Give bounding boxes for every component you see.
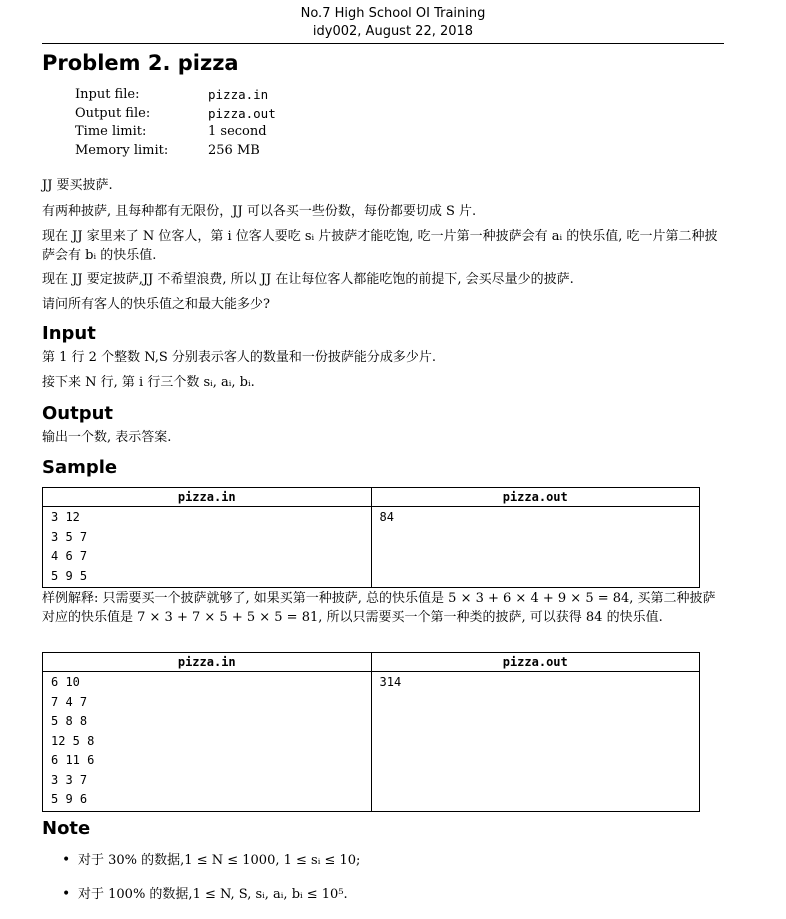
- meta-row-memory-limit: [75, 142, 276, 161]
- sample-input-line: 5 9 6: [51, 792, 88, 806]
- statement-paragraph: 现在 JJ 要定披萨,JJ 不希望浪费, 所以 JJ 在让每位客人都能吃饱的前提下, 会买尽量少的披萨.: [42, 272, 574, 287]
- sample-input-line: 5 8 8: [51, 714, 88, 728]
- sample-input-line: 5 9 5: [51, 568, 88, 583]
- statement-paragraph: 请问所有客人的快乐值之和最大能多少?: [42, 297, 270, 312]
- header-rule: [42, 43, 724, 44]
- note-item-text: 对于 30% 的数据,1 ≤ N ≤ 1000, 1 ≤ sᵢ ≤ 10;: [78, 853, 361, 868]
- meta-row-time-limit: [75, 123, 276, 142]
- sample-input-line: 7 4 7: [51, 694, 88, 709]
- statement-paragraph: 现在 JJ 家里来了 N 位客人，第 i 位客人要吃 sᵢ 片披萨才能吃饱, 吃一片第一种披萨会有 aᵢ 的快乐值, 吃一片第二种披萨会有 bᵢ 的快乐值.: [42, 229, 718, 263]
- input-line: 接下来 N 行, 第 i 行三个数 sᵢ, aᵢ, bᵢ.: [42, 375, 255, 390]
- sample-input-line: 3 3 7: [51, 772, 88, 787]
- meta-key: Output file:: [75, 105, 151, 121]
- sample-input-line: 6 10: [51, 675, 80, 689]
- note-item-text: 对于 100% 的数据,1 ≤ N, S, sᵢ, aᵢ, bᵢ ≤ 10⁵.: [78, 887, 348, 902]
- problem-meta: [75, 86, 276, 160]
- sample-in-header: pizza.in: [43, 653, 372, 672]
- input-line: 第 1 行 2 个整数 N,S 分别表示客人的数量和一份披萨能分成多少片.: [42, 350, 437, 365]
- output-line: 输出一个数, 表示答案.: [42, 430, 172, 445]
- sample-input-line: 3 5 7: [51, 529, 88, 544]
- sample-output-line: 314: [379, 675, 402, 689]
- sample-out-header: pizza.out: [371, 653, 700, 672]
- sample-input-line: 4 6 7: [51, 549, 88, 563]
- sample-input-line: 12 5 8: [51, 733, 95, 748]
- sample-heading: Sample: [42, 457, 118, 478]
- note-list: [42, 851, 360, 919]
- sample-input-line: 3 12: [51, 510, 80, 524]
- statement-paragraph: 有两种披萨, 且每种都有无限份，JJ 可以各买一些份数，每份都要切成 S 片.: [42, 204, 477, 219]
- meta-key: Memory limit:: [75, 142, 169, 158]
- meta-key: Time limit:: [75, 124, 147, 139]
- sample-input-line: 6 11 6: [51, 753, 95, 767]
- sample-explanation: 样例解释: 只需要买一个披萨就够了, 如果买第一种披萨, 总的快乐值是 5 × 3 + 6 × 4 + 9 × 5 = 84, 买第二种披萨对应的快乐值是 7 × 3 + 7 × 5 + 5 × 5 = 81, 所以只需要买一个第一种类的披萨, 可以获得 84 的快乐值.: [42, 591, 716, 625]
- note-heading: Note: [42, 818, 91, 839]
- bullet-icon: •: [62, 852, 71, 868]
- meta-row-output-file: [75, 105, 276, 124]
- meta-key: Input file:: [75, 87, 140, 102]
- sample-output-cell: [371, 672, 700, 812]
- bullet-icon: •: [62, 886, 71, 902]
- sample-output-line: 84: [379, 510, 394, 524]
- header-contest-title: No.7 High School OI Training: [300, 6, 486, 21]
- meta-value: pizza.out: [208, 105, 276, 121]
- sample-input-cell: [43, 672, 372, 812]
- meta-value: 1 second: [208, 124, 267, 139]
- sample-in-header: pizza.in: [43, 488, 372, 507]
- header-author-date: idy002, August 22, 2018: [312, 24, 474, 39]
- output-heading: Output: [42, 403, 114, 424]
- sample-input-cell: [43, 507, 372, 588]
- meta-row-input-file: [75, 86, 276, 105]
- input-heading: Input: [42, 323, 96, 344]
- statement-paragraph: JJ 要买披萨.: [42, 178, 113, 193]
- meta-value: pizza.in: [208, 87, 269, 102]
- problem-title: Problem 2. pizza: [42, 51, 239, 75]
- sample-output-cell: [371, 507, 700, 588]
- meta-value: 256 MB: [208, 142, 260, 158]
- sample-table-2: [42, 652, 700, 812]
- note-item: [42, 885, 360, 919]
- sample-table-1: [42, 487, 700, 588]
- note-item: [42, 851, 360, 885]
- sample-out-header: pizza.out: [371, 488, 700, 507]
